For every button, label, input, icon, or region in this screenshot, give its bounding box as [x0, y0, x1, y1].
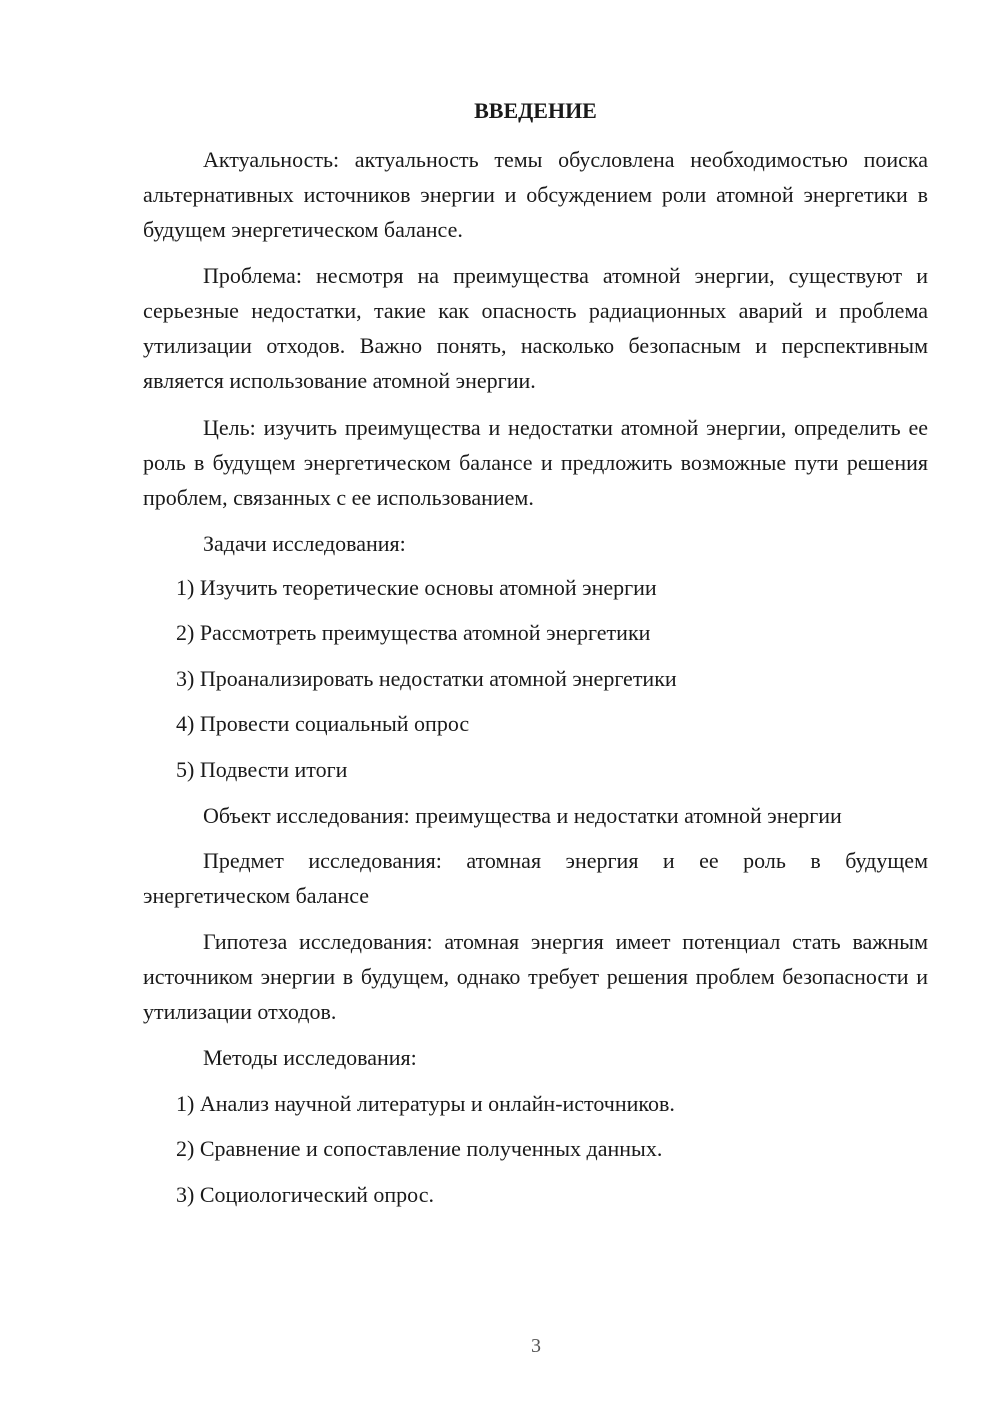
subject-paragraph: Предмет исследования: атомная энергия и ее роль в будущем энергетическом балансе — [143, 848, 928, 908]
task-item: 3) Проанализировать недостатки атомной энергетики — [176, 666, 677, 691]
problem-paragraph: Проблема: несмотря на преимущества атомной энергии, существуют и серьезные недостатки, такие как опасность радиационных аварий и проблема утилизации отходов. Важно понять, насколько безопасным и перспективным является использование атомной энергии. — [143, 263, 928, 393]
task-item: 2) Рассмотреть преимущества атомной энергетики — [176, 620, 651, 645]
method-item: 2) Сравнение и сопоставление полученных данных. — [176, 1136, 663, 1161]
object-paragraph: Объект исследования: преимущества и недостатки атомной энергии — [203, 803, 842, 828]
task-item: 5) Подвести итоги — [176, 757, 348, 782]
method-item: 3) Социологический опрос. — [176, 1182, 434, 1207]
tasks-title: Задачи исследования: — [203, 531, 406, 556]
page-number: 3 — [531, 1335, 541, 1357]
methods-title: Методы исследования: — [203, 1045, 417, 1070]
page-heading: ВВЕДЕНИЕ — [474, 98, 597, 123]
method-item: 1) Анализ научной литературы и онлайн-источников. — [176, 1091, 675, 1116]
task-item: 1) Изучить теоретические основы атомной энергии — [176, 575, 657, 600]
goal-paragraph: Цель: изучить преимущества и недостатки атомной энергии, определить ее роль в будущем энергетическом балансе и предложить возможные пути решения проблем, связанных с ее использованием. — [143, 415, 928, 510]
task-item: 4) Провести социальный опрос — [176, 711, 470, 736]
hypothesis-paragraph: Гипотеза исследования: атомная энергия имеет потенциал стать важным источником энергии в будущем, однако требует решения проблем безопасности и утилизации отходов. — [143, 929, 928, 1024]
relevance-paragraph: Актуальность: актуальность темы обусловлена необходимостью поиска альтернативных источников энергии и обсуждением роли атомной энергетики в будущем энергетическом балансе. — [143, 147, 928, 242]
